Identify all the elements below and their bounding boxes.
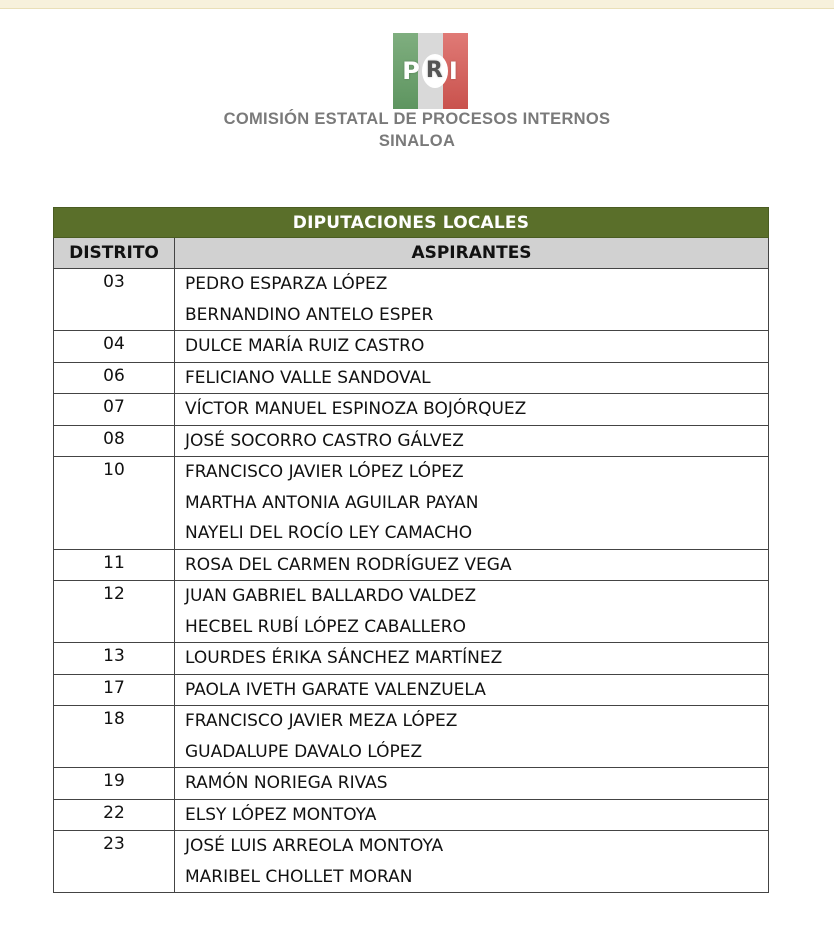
table-row — [54, 643, 769, 675]
logo-letters — [393, 33, 468, 109]
aspirante-name: HECBEL RUBÍ LÓPEZ CABALLERO — [185, 616, 466, 637]
aspirantes-cell — [175, 549, 769, 581]
aspirante-name: GUADALUPE DAVALO LÓPEZ — [185, 741, 423, 762]
logo-letter-i: I — [448, 57, 459, 85]
distrito-cell: 10 — [54, 457, 175, 550]
aspirantes-cell — [175, 331, 769, 363]
table-row — [54, 331, 769, 363]
distrito-cell: 23 — [54, 831, 175, 893]
aspirante-name: DULCE MARÍA RUIZ CASTRO — [185, 336, 425, 356]
distrito-cell: 12 — [54, 581, 175, 643]
aspirante-name: JOSÉ LUIS ARREOLA MONTOYA — [185, 836, 444, 856]
aspirante-name: NAYELI DEL ROCÍO LEY CAMACHO — [185, 523, 473, 543]
distrito-cell: 06 — [54, 362, 175, 394]
aspirantes-cell — [175, 457, 769, 550]
aspirantes-cell — [175, 394, 769, 426]
table-row — [54, 549, 769, 581]
logo-letter-r: R — [422, 54, 448, 88]
aspirante-name: JOSÉ SOCORRO CASTRO GÁLVEZ — [185, 430, 464, 451]
aspirantes-cell — [175, 269, 769, 331]
aspirante-name: ROSA DEL CARMEN RODRÍGUEZ VEGA — [185, 554, 512, 575]
aspirantes-cell — [175, 706, 769, 768]
table-body — [54, 269, 769, 893]
aspirante-name: FELICIANO VALLE SANDOVAL — [185, 367, 431, 388]
aspirantes-cell — [175, 362, 769, 394]
aspirantes-cell — [175, 674, 769, 706]
table-row — [54, 706, 769, 768]
table-row — [54, 581, 769, 643]
aspirante-name: PAOLA IVETH GARATE VALENZUELA — [185, 679, 486, 700]
org-state: SINALOA — [378, 132, 456, 150]
aspirantes-cell — [175, 425, 769, 457]
pri-logo — [393, 33, 468, 109]
logo-letter-p: P — [402, 57, 421, 85]
table-row — [54, 394, 769, 426]
distrito-cell: 11 — [54, 549, 175, 581]
aspirante-name: VÍCTOR MANUEL ESPINOZA BOJÓRQUEZ — [185, 399, 527, 419]
column-header-aspirantes: ASPIRANTES — [175, 238, 769, 269]
table-row — [54, 799, 769, 831]
table-row — [54, 768, 769, 800]
distrito-cell: 18 — [54, 706, 175, 768]
distrito-cell: 04 — [54, 331, 175, 363]
aspirante-name: ELSY LÓPEZ MONTOYA — [185, 804, 377, 825]
aspirantes-cell — [175, 831, 769, 893]
distrito-cell: 07 — [54, 394, 175, 426]
aspirante-name: FRANCISCO JAVIER MEZA LÓPEZ — [185, 711, 458, 731]
table-title: DIPUTACIONES LOCALES — [54, 208, 769, 238]
aspirante-name: LOURDES ÉRIKA SÁNCHEZ MARTÍNEZ — [185, 648, 503, 668]
distrito-cell: 17 — [54, 674, 175, 706]
aspirante-name: MARTHA ANTONIA AGUILAR PAYAN — [185, 492, 479, 513]
aspirante-name: FRANCISCO JAVIER LÓPEZ LÓPEZ — [185, 462, 464, 482]
distrito-cell: 03 — [54, 269, 175, 331]
aspirante-name: MARIBEL CHOLLET MORAN — [185, 866, 413, 887]
aspirantes-cell — [175, 799, 769, 831]
table-row — [54, 362, 769, 394]
table-row — [54, 674, 769, 706]
top-band — [0, 0, 834, 9]
distrito-cell: 19 — [54, 768, 175, 800]
candidates-table — [53, 207, 769, 893]
aspirantes-cell — [175, 643, 769, 675]
aspirante-name: PEDRO ESPARZA LÓPEZ — [185, 274, 388, 294]
org-name: COMISIÓN ESTATAL DE PROCESOS INTERNOS — [223, 110, 611, 128]
aspirantes-cell — [175, 581, 769, 643]
table-row — [54, 831, 769, 893]
aspirante-name: RAMÓN NORIEGA RIVAS — [185, 773, 388, 793]
distrito-cell: 13 — [54, 643, 175, 675]
table-row — [54, 269, 769, 331]
table-row — [54, 425, 769, 457]
aspirante-name: BERNANDINO ANTELO ESPER — [185, 304, 434, 325]
distrito-cell: 08 — [54, 425, 175, 457]
table-row — [54, 457, 769, 550]
aspirantes-cell — [175, 768, 769, 800]
distrito-cell: 22 — [54, 799, 175, 831]
aspirante-name: JUAN GABRIEL BALLARDO VALDEZ — [185, 586, 477, 606]
column-header-distrito: DISTRITO — [54, 238, 175, 269]
